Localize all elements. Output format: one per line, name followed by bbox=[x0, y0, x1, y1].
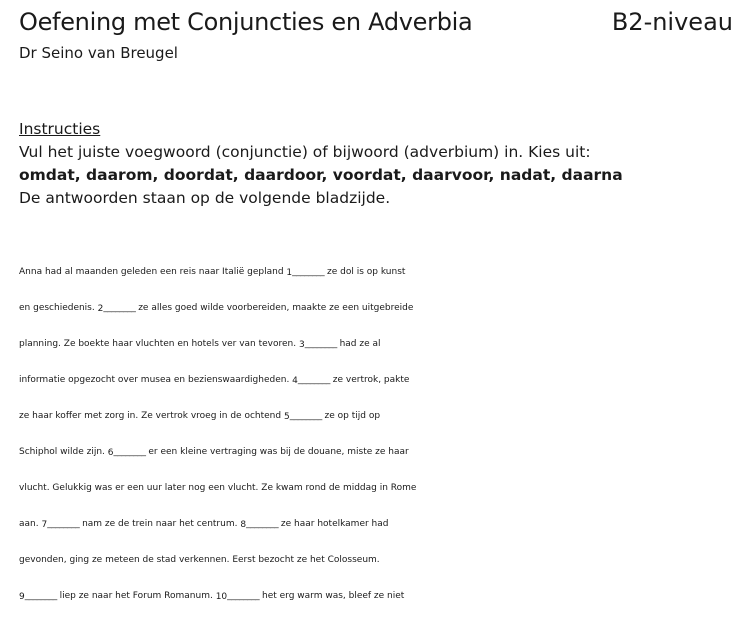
exercise-line bbox=[19, 440, 739, 476]
blank-number: 7 bbox=[41, 520, 48, 530]
answer-blank[interactable]: ________ bbox=[289, 411, 322, 421]
text-segment: ze vertrok, pakte bbox=[329, 375, 410, 385]
text-segment: ze haar hotelkamer had bbox=[278, 519, 389, 529]
answer-blank[interactable]: ________ bbox=[24, 591, 57, 601]
text-segment: en geschiedenis. bbox=[19, 303, 98, 313]
text-segment: ze dol is op kunst bbox=[324, 267, 406, 277]
text-segment: aan. bbox=[19, 519, 42, 529]
author: Dr Seino van Breugel bbox=[19, 44, 178, 62]
text-segment: had ze al bbox=[336, 339, 381, 349]
exercise-line bbox=[19, 404, 739, 440]
blank-number: 8 bbox=[240, 520, 247, 530]
answer-blank[interactable]: ________ bbox=[227, 591, 260, 601]
exercise-line bbox=[19, 296, 739, 332]
text-segment: Schiphol wilde zijn. bbox=[19, 447, 108, 457]
exercise-line bbox=[19, 512, 739, 548]
blank-number: 3 bbox=[298, 340, 305, 350]
instructions-text: Vul het juiste voegwoord (conjunctie) of bijwoord (adverbium) in. Kies uit: bbox=[19, 143, 591, 161]
word-choices: omdat, daarom, doordat, daardoor, voordat, daarvoor, nadat, daarna bbox=[19, 166, 623, 184]
answers-note: De antwoorden staan op de volgende bladzijde. bbox=[19, 189, 391, 207]
text-segment: ze haar koffer met zorg in. Ze vertrok vroeg in de ochtend bbox=[19, 411, 284, 421]
answer-blank[interactable]: ________ bbox=[292, 267, 325, 277]
answer-blank[interactable]: ________ bbox=[246, 519, 279, 529]
answer-blank[interactable]: ________ bbox=[304, 339, 337, 349]
text-segment: informatie opgezocht over musea en bezienswaardigheden. bbox=[19, 375, 293, 385]
document-title: Oefening met Conjuncties en Adverbia bbox=[19, 8, 473, 36]
answer-blank[interactable]: ________ bbox=[113, 447, 146, 457]
text-segment: er een kleine vertraging was bij de douane, miste ze haar bbox=[145, 447, 409, 457]
level-label: B2-niveau bbox=[611, 8, 733, 36]
answer-blank[interactable]: ________ bbox=[297, 375, 330, 385]
header bbox=[19, 8, 733, 42]
blank-number: 9 bbox=[19, 592, 25, 602]
blank-number: 2 bbox=[97, 304, 104, 314]
text-segment: nam ze de trein naar het centrum. bbox=[79, 519, 241, 529]
blank-number: 1 bbox=[286, 268, 293, 278]
blank-number: 10 bbox=[215, 592, 228, 602]
exercise-line bbox=[19, 368, 739, 404]
exercise-line bbox=[19, 332, 739, 368]
text-segment: het erg warm was, bleef ze niet bbox=[259, 591, 405, 601]
text-segment: liep ze naar het Forum Romanum. bbox=[56, 591, 216, 601]
text-segment: Anna had al maanden geleden een reis naar Italië gepland bbox=[19, 267, 287, 277]
exercise-line bbox=[19, 584, 739, 620]
text-segment: ze op tijd op bbox=[321, 411, 381, 421]
text-segment: ze alles goed wilde voorbereiden, maakte ze een uitgebreide bbox=[135, 303, 414, 313]
answer-blank[interactable]: ________ bbox=[47, 519, 80, 529]
instructions-heading: Instructies bbox=[19, 120, 101, 138]
exercise-line bbox=[19, 260, 739, 296]
blank-number: 4 bbox=[292, 376, 298, 386]
exercise-line: gevonden, ging ze meteen de stad verkennen. Eerst bezocht ze het Colosseum. bbox=[19, 555, 380, 565]
exercise-text bbox=[19, 260, 739, 620]
blank-number: 6 bbox=[107, 448, 114, 458]
blank-number: 5 bbox=[283, 412, 290, 422]
text-segment: planning. Ze boekte haar vluchten en hotels ver van tevoren. bbox=[19, 339, 299, 349]
instructions bbox=[19, 118, 623, 210]
answer-blank[interactable]: ________ bbox=[103, 303, 136, 313]
exercise-line: vlucht. Gelukkig was er een uur later nog een vlucht. Ze kwam rond de middag in Rome bbox=[19, 483, 417, 493]
